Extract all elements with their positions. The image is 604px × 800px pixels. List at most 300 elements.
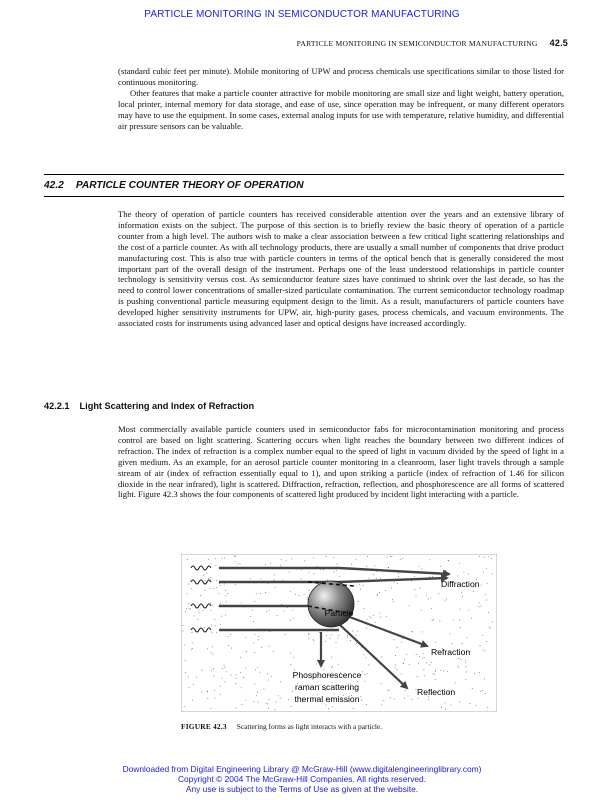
figure-caption-label: FIGURE 42.3 — [181, 722, 227, 731]
speckle-dot — [291, 706, 292, 707]
speckle-dot — [235, 584, 236, 585]
speckle-dot — [461, 592, 462, 593]
speckle-dot — [307, 597, 308, 598]
speckle-dot — [434, 674, 435, 675]
speckle-dot — [221, 616, 222, 617]
speckle-dot — [353, 708, 354, 709]
subsection-title: Light Scattering and Index of Refraction — [79, 401, 255, 411]
speckle-dot — [241, 704, 242, 705]
speckle-dot — [271, 676, 272, 677]
speckle-dot — [307, 599, 308, 600]
speckle-dot — [377, 595, 378, 596]
speckle-dot — [381, 683, 382, 684]
speckle-dot — [192, 648, 193, 649]
speckle-dot — [424, 657, 425, 658]
section-heading — [44, 180, 304, 191]
running-header — [297, 38, 568, 48]
speckle-dot — [275, 587, 276, 588]
speckle-dot — [210, 577, 211, 578]
speckle-dot — [268, 680, 269, 681]
speckle-dot — [330, 638, 331, 639]
speckle-dot — [198, 610, 199, 611]
speckle-dot — [445, 702, 446, 703]
speckle-dot — [488, 556, 489, 557]
speckle-dot — [291, 558, 292, 559]
speckle-dot — [483, 649, 484, 650]
speckle-dot — [241, 602, 242, 603]
speckle-dot — [205, 590, 206, 591]
speckle-dot — [491, 558, 492, 559]
speckle-dot — [336, 570, 337, 571]
speckle-dot — [200, 595, 201, 596]
speckle-dot — [473, 591, 474, 592]
speckle-dot — [216, 587, 217, 588]
speckle-dot — [479, 556, 480, 557]
subsection-heading — [44, 401, 254, 411]
page-number: 42.5 — [549, 38, 568, 48]
speckle-dot — [230, 675, 231, 676]
speckle-dot — [236, 678, 237, 679]
speckle-dot — [419, 656, 420, 657]
speckle-dot — [290, 591, 291, 592]
speckle-dot — [403, 662, 404, 663]
speckle-dot — [356, 643, 357, 644]
speckle-dot — [474, 673, 475, 674]
intro-paragraph-2: Other features that make a particle counter attractive for mobile monitoring are small size and light weight, battery operation, local printer, internal memory for data storage, and ease of use, since operation may be infrequent, or many different operators may have to use the equipment. In some cases, external analog inputs for use with temperature, relative humidity, and differential air pressure sensors can be valuable. — [118, 88, 564, 131]
speckle-dot — [268, 583, 269, 584]
speckle-dot — [203, 610, 204, 611]
speckle-dot — [385, 590, 386, 591]
speckle-dot — [304, 594, 305, 595]
speckle-dot — [206, 572, 207, 573]
speckle-dot — [287, 607, 288, 608]
speckle-dot — [359, 584, 360, 585]
speckle-dot — [430, 559, 431, 560]
speckle-dot — [450, 705, 451, 706]
speckle-dot — [313, 640, 314, 641]
speckle-dot — [207, 691, 208, 692]
speckle-dot — [338, 664, 339, 665]
footer-terms-link[interactable]: Any use is subject to the Terms of Use as given at the website. — [185, 784, 419, 794]
speckle-dot — [397, 583, 398, 584]
speckle-dot — [398, 576, 399, 577]
speckle-dot — [280, 681, 281, 682]
speckle-dot — [327, 580, 328, 581]
speckle-dot — [189, 603, 190, 604]
speckle-dot — [313, 557, 314, 558]
speckle-dot — [476, 705, 477, 706]
speckle-dot — [482, 635, 483, 636]
speckle-dot — [364, 681, 365, 682]
speckle-dot — [183, 631, 184, 632]
speckle-dot — [445, 601, 446, 602]
speckle-dot — [417, 676, 418, 677]
speckle-dot — [462, 596, 463, 597]
speckle-dot — [196, 677, 197, 678]
speckle-dot — [459, 563, 460, 564]
particle-sphere — [308, 581, 354, 627]
speckle-dot — [212, 654, 213, 655]
speckle-dot — [238, 563, 239, 564]
speckle-dot — [187, 593, 188, 594]
speckle-dot — [225, 595, 226, 596]
speckle-dot — [220, 624, 221, 625]
speckle-dot — [391, 556, 392, 557]
speckle-dot — [428, 599, 429, 600]
speckle-dot — [210, 603, 211, 604]
speckle-dot — [325, 641, 326, 642]
speckle-dot — [211, 632, 212, 633]
speckle-dot — [466, 637, 467, 638]
speckle-dot — [210, 708, 211, 709]
speckle-dot — [480, 645, 481, 646]
speckle-dot — [465, 662, 466, 663]
speckle-dot — [184, 644, 185, 645]
speckle-dot — [309, 590, 310, 591]
speckle-dot — [416, 596, 417, 597]
speckle-dot — [352, 631, 353, 632]
speckle-dot — [323, 569, 324, 570]
speckle-dot — [293, 657, 294, 658]
speckle-dot — [201, 670, 202, 671]
speckle-dot — [224, 681, 225, 682]
speckle-dot — [189, 608, 190, 609]
speckle-dot — [394, 582, 395, 583]
speckle-dot — [267, 674, 268, 675]
speckle-dot — [208, 578, 209, 579]
speckle-dot — [492, 573, 493, 574]
speckle-dot — [423, 669, 424, 670]
speckle-dot — [226, 671, 227, 672]
speckle-dot — [401, 642, 402, 643]
speckle-dot — [379, 592, 380, 593]
speckle-dot — [361, 700, 362, 701]
speckle-dot — [304, 560, 305, 561]
speckle-dot — [331, 667, 332, 668]
speckle-dot — [269, 646, 270, 647]
speckle-dot — [389, 689, 390, 690]
speckle-dot — [258, 702, 259, 703]
scattering-diagram — [181, 554, 497, 712]
speckle-dot — [429, 665, 430, 666]
speckle-dot — [260, 593, 261, 594]
speckle-dot — [440, 670, 441, 671]
speckle-dot — [185, 672, 186, 673]
speckle-dot — [243, 677, 244, 678]
speckle-dot — [391, 588, 392, 589]
speckle-dot — [212, 646, 213, 647]
speckle-dot — [371, 617, 372, 618]
speckle-dot — [489, 627, 490, 628]
speckle-dot — [216, 580, 217, 581]
speckle-dot — [347, 637, 348, 638]
speckle-dot — [260, 672, 261, 673]
speckle-dot — [274, 580, 275, 581]
speckle-dot — [401, 673, 402, 674]
speckle-dot — [350, 640, 351, 641]
speckle-dot — [379, 613, 380, 614]
speckle-dot — [225, 615, 226, 616]
speckle-dot — [284, 611, 285, 612]
speckle-dot — [463, 572, 464, 573]
speckle-dot — [254, 652, 255, 653]
speckle-dot — [197, 619, 198, 620]
speckle-dot — [441, 707, 442, 708]
speckle-dot — [469, 703, 470, 704]
speckle-dot — [218, 606, 219, 607]
speckle-dot — [366, 657, 367, 658]
speckle-dot — [219, 593, 220, 594]
speckle-dot — [409, 605, 410, 606]
speckle-dot — [280, 698, 281, 699]
speckle-dot — [416, 654, 417, 655]
speckle-dot — [426, 595, 427, 596]
speckle-dot — [484, 557, 485, 558]
speckle-dot — [380, 617, 381, 618]
speckle-dot — [268, 708, 269, 709]
speckle-dot — [186, 608, 187, 609]
speckle-dot — [227, 593, 228, 594]
speckle-dot — [435, 669, 436, 670]
speckle-dot — [288, 699, 289, 700]
speckle-dot — [488, 612, 489, 613]
speckle-dot — [213, 588, 214, 589]
speckle-dot — [482, 690, 483, 691]
speckle-dot — [265, 592, 266, 593]
speckle-dot — [258, 636, 259, 637]
speckle-dot — [398, 573, 399, 574]
speckle-dot — [485, 594, 486, 595]
speckle-dot — [203, 575, 204, 576]
speckle-dot — [245, 700, 246, 701]
label-raman-scattering: raman scattering — [294, 682, 360, 692]
speckle-dot — [193, 684, 194, 685]
speckle-dot — [331, 657, 332, 658]
speckle-dot — [336, 642, 337, 643]
speckle-dot — [360, 696, 361, 697]
speckle-dot — [216, 632, 217, 633]
section-rule-top — [44, 174, 564, 175]
speckle-dot — [428, 699, 429, 700]
speckle-dot — [256, 593, 257, 594]
speckle-dot — [220, 585, 221, 586]
footer-download-link[interactable]: Downloaded from Digital Engineering Library @ McGraw-Hill (www.digitalengineeringlibrary.com) — [122, 764, 482, 774]
speckle-dot — [240, 657, 241, 658]
speckle-dot — [429, 577, 430, 578]
speckle-dot — [199, 612, 200, 613]
speckle-dot — [246, 651, 247, 652]
speckle-dot — [363, 654, 364, 655]
speckle-dot — [258, 639, 259, 640]
speckle-dot — [390, 697, 391, 698]
speckle-dot — [211, 670, 212, 671]
speckle-dot — [187, 559, 188, 560]
speckle-dot — [421, 568, 422, 569]
speckle-dot — [392, 599, 393, 600]
speckle-dot — [460, 627, 461, 628]
speckle-dot — [370, 616, 371, 617]
speckle-dot — [236, 707, 237, 708]
speckle-dot — [457, 665, 458, 666]
speckle-dot — [402, 558, 403, 559]
speckle-dot — [317, 659, 318, 660]
speckle-dot — [404, 698, 405, 699]
speckle-dot — [207, 698, 208, 699]
speckle-dot — [214, 619, 215, 620]
speckle-dot — [481, 585, 482, 586]
speckle-dot — [213, 668, 214, 669]
speckle-dot — [260, 578, 261, 579]
speckle-dot — [215, 565, 216, 566]
speckle-dot — [192, 632, 193, 633]
speckle-dot — [393, 601, 394, 602]
speckle-dot — [375, 622, 376, 623]
speckle-dot — [299, 595, 300, 596]
speckle-dot — [460, 659, 461, 660]
speckle-dot — [211, 624, 212, 625]
speckle-dot — [472, 688, 473, 689]
speckle-dot — [215, 625, 216, 626]
speckle-dot — [205, 580, 206, 581]
speckle-dot — [278, 695, 279, 696]
speckle-dot — [219, 583, 220, 584]
speckle-dot — [395, 664, 396, 665]
speckle-dot — [465, 679, 466, 680]
speckle-dot — [400, 559, 401, 560]
speckle-dot — [355, 635, 356, 636]
speckle-dot — [266, 611, 267, 612]
download-footer — [0, 764, 604, 794]
speckle-dot — [253, 621, 254, 622]
speckle-dot — [208, 559, 209, 560]
subsection-paragraph: Most commercially available particle counters used in semiconductor fabs for microcontamination monitoring and process control are based on light scattering. Scattering occurs when light reaches the boundary between two different indices of refraction. The index of refraction is a complex number equal to the speed of light in vacuum divided by the speed of light in a given medium. As an example, for an aerosol particle counter monitoring in a cleanroom, laser light travels through a sample stream of air (index of refraction essentially equal to 1), and upon striking a particle (index of refraction of 1.46 for silicon dioxide in the near infrared), light is scattered. Diffraction, refraction, reflection, and phosphorescence are all forms of scattered light. Figure 42.3 shows the four components of scattered light produced by incident light interacting with a particle. — [118, 424, 564, 500]
speckle-dot — [235, 556, 236, 557]
speckle-dot — [231, 648, 232, 649]
speckle-dot — [426, 662, 427, 663]
speckle-dot — [192, 642, 193, 643]
speckle-dot — [397, 647, 398, 648]
speckle-dot — [326, 704, 327, 705]
speckle-dot — [435, 671, 436, 672]
speckle-dot — [357, 631, 358, 632]
speckle-dot — [414, 589, 415, 590]
speckle-dot — [215, 558, 216, 559]
speckle-dot — [445, 709, 446, 710]
speckle-dot — [435, 642, 436, 643]
speckle-dot — [240, 672, 241, 673]
speckle-dot — [465, 660, 466, 661]
speckle-dot — [367, 556, 368, 557]
speckle-dot — [201, 692, 202, 693]
speckle-dot — [433, 619, 434, 620]
speckle-dot — [213, 676, 214, 677]
speckle-dot — [484, 679, 485, 680]
speckle-dot — [450, 633, 451, 634]
speckle-dot — [383, 700, 384, 701]
speckle-dot — [333, 557, 334, 558]
speckle-dot — [276, 702, 277, 703]
speckle-dot — [411, 699, 412, 700]
speckle-dot — [351, 564, 352, 565]
speckle-dot — [421, 610, 422, 611]
section-number: 42.2 — [44, 180, 64, 191]
speckle-dot — [326, 635, 327, 636]
speckle-dot — [222, 668, 223, 669]
speckle-dot — [395, 655, 396, 656]
speckle-dot — [188, 584, 189, 585]
speckle-dot — [274, 575, 275, 576]
speckle-dot — [269, 699, 270, 700]
speckle-dot — [183, 625, 184, 626]
speckle-dot — [479, 672, 480, 673]
speckle-dot — [458, 658, 459, 659]
speckle-dot — [326, 556, 327, 557]
speckle-dot — [459, 702, 460, 703]
speckle-dot — [409, 664, 410, 665]
speckle-dot — [419, 566, 420, 567]
speckle-dot — [214, 690, 215, 691]
speckle-dot — [210, 610, 211, 611]
label-thermal-emission: thermal emission — [294, 694, 360, 704]
label-refraction: Refraction — [431, 647, 471, 657]
speckle-dot — [255, 669, 256, 670]
speckle-dot — [290, 653, 291, 654]
subsection-number: 42.2.1 — [44, 401, 70, 411]
speckle-dot — [221, 558, 222, 559]
speckle-dot — [485, 693, 486, 694]
speckle-dot — [487, 583, 488, 584]
speckle-dot — [430, 597, 431, 598]
speckle-dot — [366, 566, 367, 567]
speckle-dot — [362, 671, 363, 672]
speckle-dot — [222, 678, 223, 679]
speckle-dot — [339, 576, 340, 577]
speckle-dot — [289, 572, 290, 573]
speckle-dot — [373, 615, 374, 616]
speckle-dot — [185, 660, 186, 661]
speckle-dot — [402, 638, 403, 639]
speckle-dot — [405, 690, 406, 691]
speckle-dot — [255, 634, 256, 635]
speckle-dot — [225, 590, 226, 591]
speckle-dot — [447, 671, 448, 672]
speckle-dot — [366, 619, 367, 620]
section-rule-bottom — [44, 196, 564, 197]
speckle-dot — [376, 578, 377, 579]
speckle-dot — [440, 566, 441, 567]
speckle-dot — [404, 659, 405, 660]
speckle-dot — [380, 578, 381, 579]
label-diffraction: Diffraction — [441, 579, 480, 589]
speckle-dot — [301, 578, 302, 579]
speckle-dot — [220, 603, 221, 604]
speckle-dot — [452, 643, 453, 644]
speckle-dot — [453, 619, 454, 620]
speckle-dot — [411, 631, 412, 632]
speckle-dot — [224, 667, 225, 668]
speckle-dot — [366, 674, 367, 675]
speckle-dot — [486, 568, 487, 569]
speckle-dot — [480, 691, 481, 692]
speckle-dot — [485, 651, 486, 652]
speckle-dot — [422, 658, 423, 659]
speckle-dot — [185, 611, 186, 612]
speckle-dot — [395, 667, 396, 668]
download-banner[interactable]: PARTICLE MONITORING IN SEMICONDUCTOR MANUFACTURING — [144, 9, 460, 20]
speckle-dot — [313, 639, 314, 640]
speckle-dot — [481, 606, 482, 607]
speckle-dot — [433, 673, 434, 674]
